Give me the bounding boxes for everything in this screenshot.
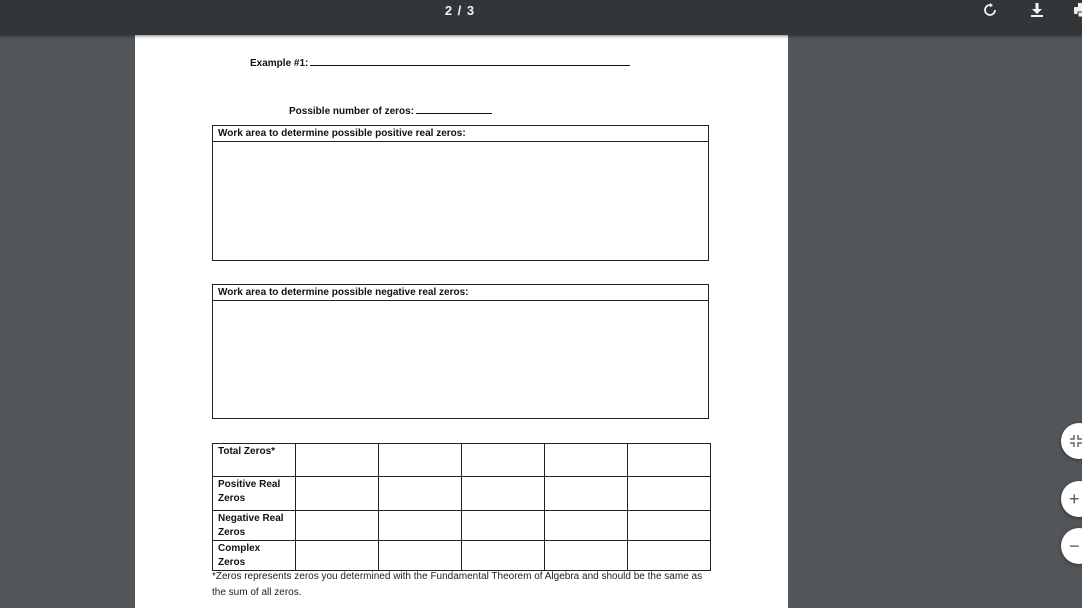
negative-zeros-work-area <box>212 284 709 419</box>
possible-zeros-blank <box>416 103 492 114</box>
row-label-total-zeros: Total Zeros* <box>213 444 296 477</box>
table-cell <box>462 511 545 541</box>
table-cell <box>628 541 711 571</box>
table-cell <box>545 477 628 511</box>
zeros-table <box>212 443 711 571</box>
table-cell <box>462 444 545 477</box>
row-label-complex-zeros: Complex Zeros <box>213 541 296 571</box>
table-cell <box>296 541 379 571</box>
positive-zeros-work-area <box>212 125 709 261</box>
table-cell <box>379 444 462 477</box>
download-icon[interactable] <box>1025 0 1049 20</box>
positive-zeros-header: Work area to determine possible positive real zeros: <box>213 126 708 142</box>
table-cell <box>296 444 379 477</box>
table-cell <box>628 511 711 541</box>
print-icon[interactable] <box>1070 0 1082 20</box>
table-cell <box>462 541 545 571</box>
example-answer-blank <box>310 55 630 66</box>
page-indicator: 2 / 3 <box>444 3 476 18</box>
table-cell <box>379 511 462 541</box>
table-cell <box>628 477 711 511</box>
zoom-in-button[interactable]: + <box>1061 481 1082 517</box>
table-cell <box>379 541 462 571</box>
fit-page-icon[interactable] <box>1061 423 1082 459</box>
possible-zeros-line <box>289 103 492 117</box>
table-row <box>213 541 711 571</box>
pdf-toolbar <box>0 0 1082 35</box>
row-label-positive-real-zeros: Positive Real Zeros <box>213 477 296 511</box>
table-cell <box>379 477 462 511</box>
table-row <box>213 444 711 477</box>
zoom-out-button[interactable]: − <box>1061 528 1082 564</box>
negative-zeros-header: Work area to determine possible negative real zeros: <box>213 285 708 301</box>
footnote: *Zeros represents zeros you determined with the Fundamental Theorem of Algebra and should be the same as the sum of all zeros. <box>212 571 703 598</box>
table-cell <box>628 444 711 477</box>
possible-zeros-label: Possible number of zeros: <box>289 106 415 117</box>
table-cell <box>545 444 628 477</box>
example-label: Example #1: <box>250 58 309 69</box>
rotate-icon[interactable] <box>978 0 1002 20</box>
row-label-negative-real-zeros: Negative Real Zeros <box>213 511 296 541</box>
table-cell <box>296 511 379 541</box>
table-row <box>213 511 711 541</box>
table-cell <box>296 477 379 511</box>
table-cell <box>545 541 628 571</box>
table-row <box>213 477 711 511</box>
table-cell <box>462 477 545 511</box>
example-line <box>250 55 630 69</box>
pdf-page <box>135 34 788 608</box>
table-cell <box>545 511 628 541</box>
